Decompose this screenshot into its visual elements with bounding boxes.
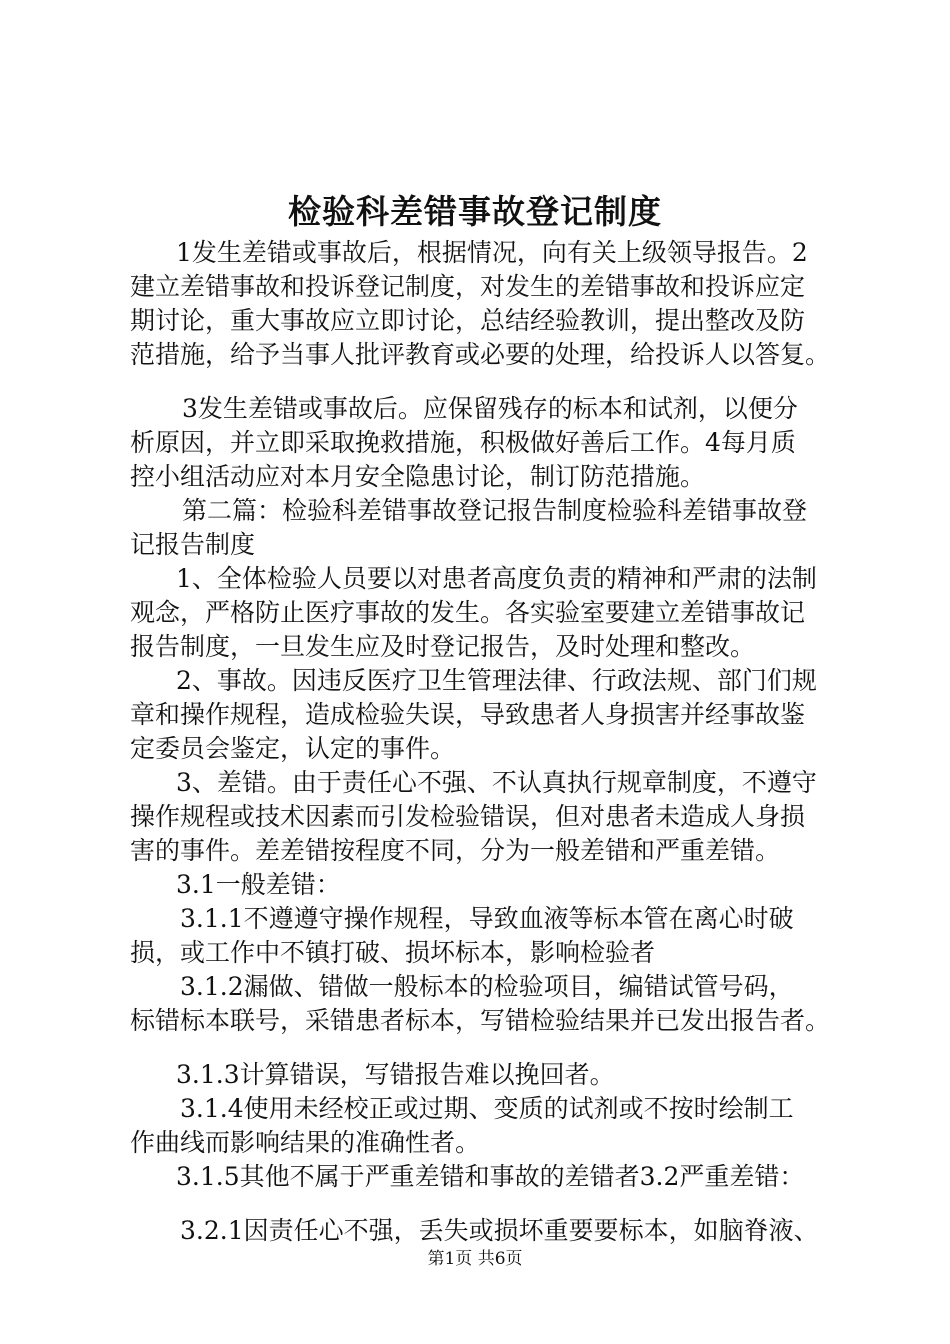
paragraph-line: 3.1.3计算错误，写错报告难以挽回者。: [176, 1060, 615, 1089]
paragraph-line: 2、事故。因违反医疗卫生管理法律、行政法规、部门们规: [176, 666, 817, 695]
paragraph-line: 操作规程或技术因素而引发检验错误，但对患者未造成人身损: [130, 802, 806, 831]
document-title: 检验科差错事故登记制度: [288, 192, 662, 231]
paragraph-line: 建立差错事故和投诉登记制度，对发生的差错事故和投诉应定: [130, 272, 806, 301]
paragraph-line: 3.2.1因责任心不强，丢失或损坏重要要标本，如脑脊液、: [180, 1216, 819, 1245]
paragraph-line: 害的事件。差差错按程度不同，分为一般差错和严重差错。: [130, 836, 781, 865]
paragraph-line: 3发生差错或事故后。应保留残存的标本和试剂，以便分: [182, 394, 798, 423]
paragraph-line: 3.1.4使用未经校正或过期、变质的试剂或不按时绘制工: [180, 1094, 794, 1123]
paragraph-line: 观念，严格防止医疗事故的发生。各实验室要建立差错事故记: [130, 598, 806, 627]
paragraph-line: 3.1.1不遵遵守操作规程，导致血液等标本管在离心时破: [180, 904, 794, 933]
paragraph-line: 章和操作规程，造成检验失误，导致患者人身损害并经事故鉴: [130, 700, 806, 729]
paragraph-line: 3.1.2漏做、错做一般标本的检验项目，编错试管号码，: [180, 972, 794, 1001]
paragraph-line: 第二篇：检验科差错事故登记报告制度检验科差错事故登: [182, 496, 808, 525]
paragraph-line: 记报告制度: [130, 530, 256, 559]
paragraph-line: 1、全体检验人员要以对患者高度负责的精神和严肃的法制: [176, 564, 817, 593]
paragraph-line: 期讨论，重大事故应立即讨论，总结经验教训，提出整改及防: [130, 306, 806, 335]
page-footer: 第1页 共6页: [427, 1249, 523, 1269]
paragraph-line: 损，或工作中不镇打破、损坏标本，影响检验者: [130, 938, 656, 967]
paragraph-line: 定委员会鉴定，认定的事件。: [130, 734, 456, 763]
paragraph-line: 报告制度，一旦发生应及时登记报告，及时处理和整改。: [130, 632, 756, 661]
paragraph-line: 作曲线而影响结果的准确性者。: [130, 1128, 481, 1157]
paragraph-line: 3.1一般差错：: [176, 870, 341, 899]
paragraph-line: 控小组活动应对本月安全隐患讨论，制订防范措施。: [130, 462, 706, 491]
paragraph-line: 标错标本联号，采错患者标本，写错检验结果并已发出报告者。: [130, 1006, 831, 1035]
paragraph-line: 3、差错。由于责任心不强、不认真执行规章制度，不遵守: [176, 768, 817, 797]
paragraph-line: 析原因，并立即采取挽救措施，积极做好善后工作。4每月质: [130, 428, 796, 457]
paragraph-line: 3.1.5其他不属于严重差错和事故的差错者3.2严重差错：: [176, 1162, 805, 1191]
paragraph-line: 范措施，给予当事人批评教育或必要的处理，给投诉人以答复。: [130, 340, 831, 369]
paragraph-line: 1发生差错或事故后，根据情况，向有关上级领导报告。2: [176, 238, 808, 267]
